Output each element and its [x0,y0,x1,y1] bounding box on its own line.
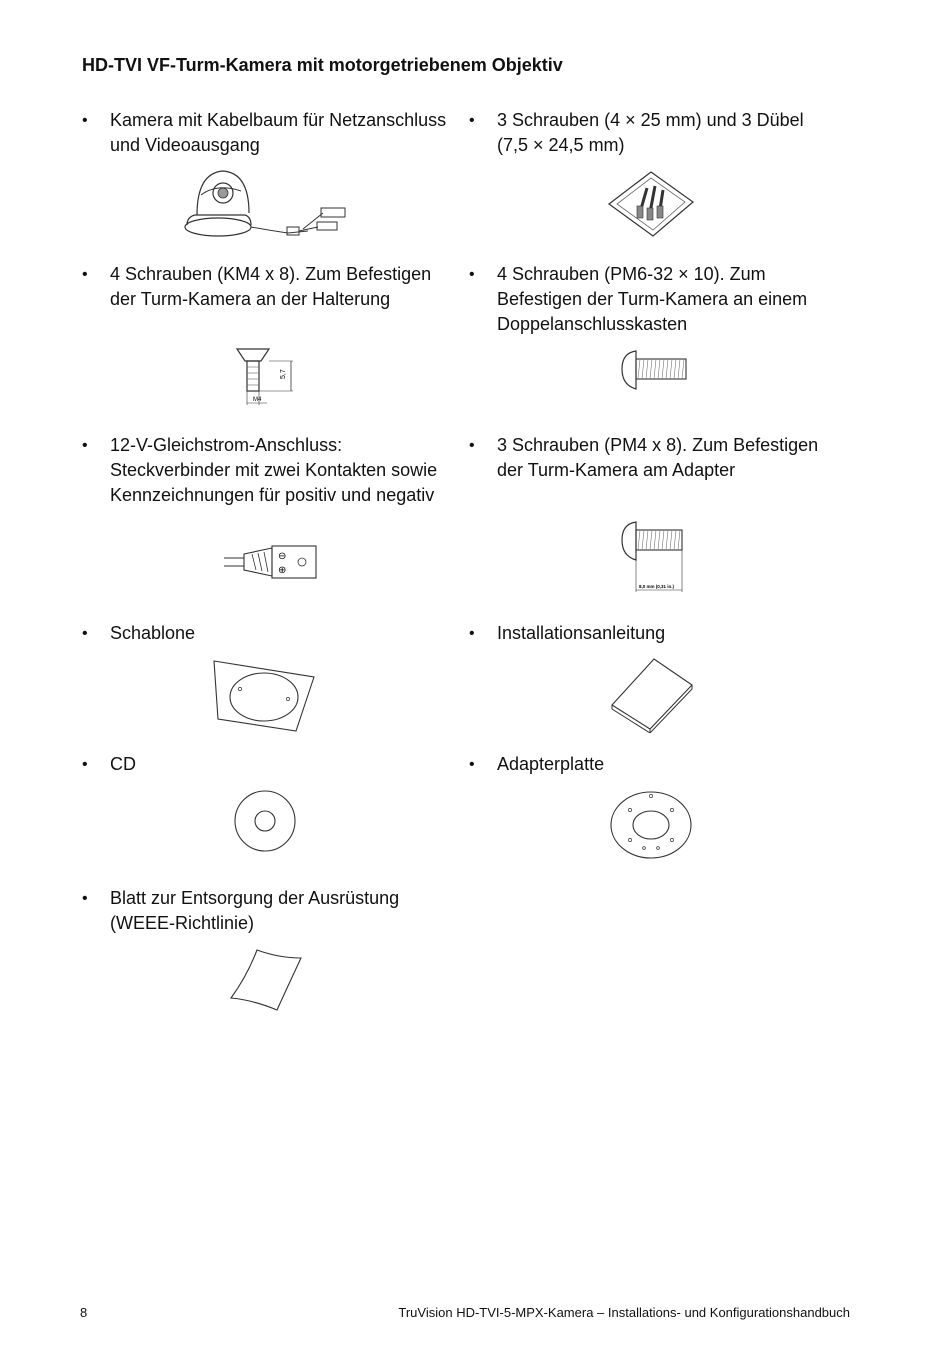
dome-camera-icon [183,165,358,240]
page-number: 8 [80,1305,88,1320]
item-text: 3 Schrauben (PM4 x 8). Zum Befestigen der Turm-Kamera am Adapter [497,435,819,480]
item-text: Blatt zur Entsorgung der Ausrüstung (WEEE-Richtlinie) [110,888,400,933]
manual-booklet-icon [606,657,696,733]
cd-icon [233,789,297,853]
bullet: • [82,890,88,907]
sheet-icon [229,948,305,1012]
page-title: HD-TVI VF-Turm-Kamera mit motorgetriebenem Objektiv [82,55,563,75]
km4-height-label: 5,7 [280,369,287,379]
bullet: • [82,112,88,129]
power-connector-icon [222,544,320,580]
km4-thread-label: M4 [253,397,262,403]
item-text: Adapterplatte [497,754,605,774]
bullet: • [469,625,475,642]
screw-bag-icon [605,168,697,240]
connector-plus-label: ⊕ [278,565,287,576]
item-text: 4 Schrauben (KM4 x 8). Zum Befestigen der Turm-Kamera an der Halterung [110,264,432,309]
drill-template-icon [212,657,318,733]
bullet: • [82,266,88,283]
bullet: • [469,756,475,773]
bullet: • [82,437,88,454]
item-text: Installationsanleitung [497,623,666,643]
bullet: • [82,756,88,773]
countersunk-screw-icon [233,345,303,407]
item-text: Kamera mit Kabelbaum für Netzanschluss und Videoausgang [110,110,447,155]
item-text: 3 Schrauben (4 × 25 mm) und 3 Dübel (7,5 × 24,5 mm) [497,110,804,155]
adapter-plate-icon [608,790,694,860]
bullet: • [469,437,475,454]
item-text: 4 Schrauben (PM6-32 × 10). Zum Befestigen der Turm-Kamera an einem Doppelanschlusskasten [497,264,808,334]
bullet: • [469,112,475,129]
bullet: • [82,625,88,642]
item-text: 12-V-Gleichstrom-Anschluss: Steckverbinder mit zwei Kontakten sowie Kennzeichnungen für positiv und negativ [110,435,438,505]
bullet: • [469,266,475,283]
item-text: CD [110,754,136,774]
connector-minus-label: ⊖ [278,551,287,562]
pan-head-screw-icon [620,347,690,393]
screw-dimension-icon [620,518,690,594]
footer-document-title: TruVision HD-TVI-5-MPX-Kamera – Installations- und Konfigurationshandbuch [398,1305,850,1320]
item-text: Schablone [110,623,196,643]
pm4-dimension-label: 8,0 mm (0,31 in.) [639,584,675,589]
